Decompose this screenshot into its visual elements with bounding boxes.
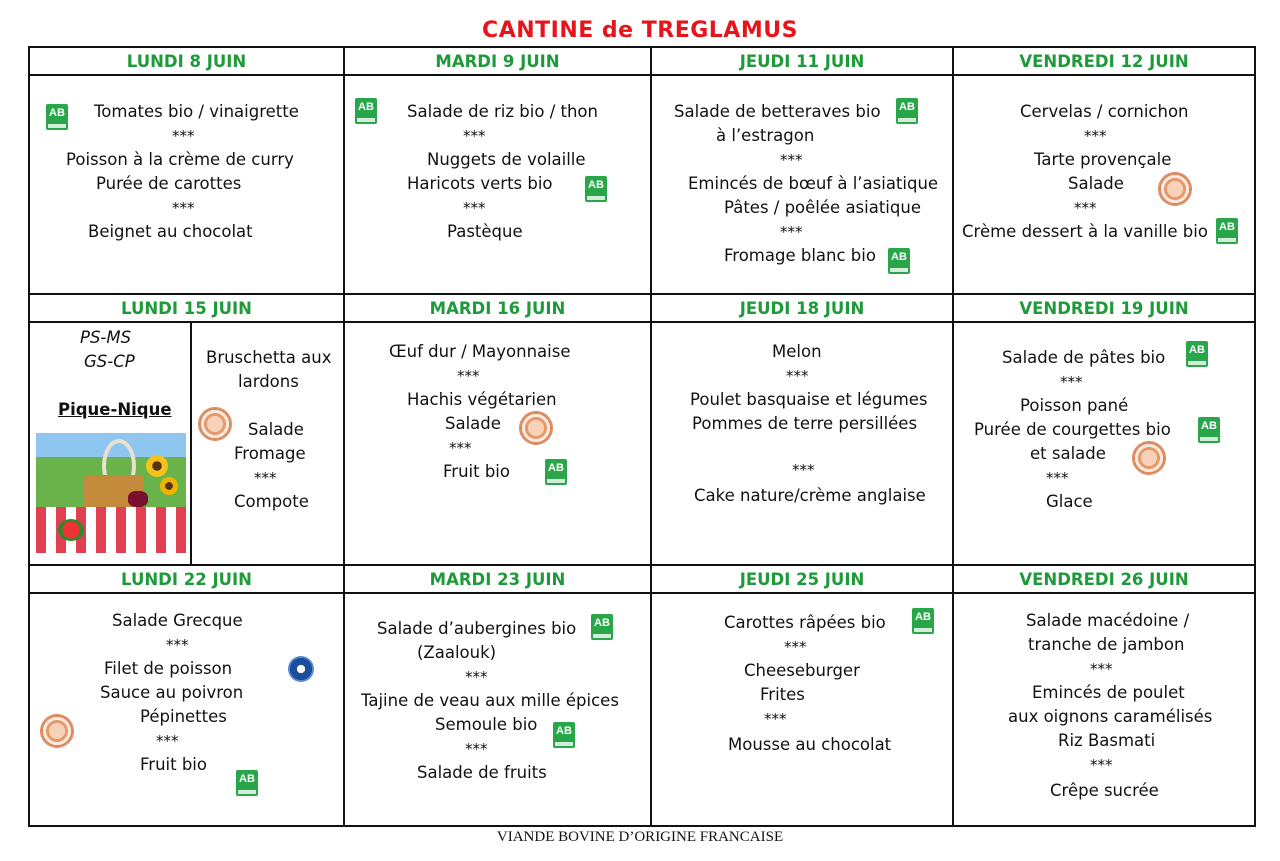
organic-icon: AB bbox=[1198, 417, 1220, 443]
picnic-image bbox=[36, 433, 186, 553]
menu-line: Hachis végétarien bbox=[407, 390, 557, 409]
menu-separator: *** bbox=[784, 638, 807, 656]
menu-line: Salade de riz bio / thon bbox=[407, 102, 598, 121]
menu-line: Riz Basmati bbox=[1058, 731, 1156, 750]
menu-line: Pépinettes bbox=[140, 707, 227, 726]
menu-separator: *** bbox=[780, 151, 803, 169]
menu-line: aux oignons caramélisés bbox=[1008, 707, 1213, 726]
menu-separator: *** bbox=[1090, 756, 1113, 774]
group-label: GS-CP bbox=[84, 352, 135, 371]
menu-line: Salade de fruits bbox=[417, 763, 547, 782]
menu-line: Haricots verts bio bbox=[407, 174, 553, 193]
day-cell bbox=[345, 48, 652, 295]
menu-line: Compote bbox=[234, 492, 309, 511]
menu-line: Fromage blanc bio bbox=[724, 246, 876, 265]
menu-line: (Zaalouk) bbox=[417, 643, 497, 662]
menu-separator: *** bbox=[172, 199, 195, 217]
organic-icon: AB bbox=[896, 98, 918, 124]
menu-separator: *** bbox=[156, 732, 179, 750]
menu-line: Filet de poisson bbox=[104, 659, 233, 678]
menu-line: Salade Grecque bbox=[112, 611, 243, 630]
menu-grid bbox=[28, 46, 1256, 827]
menu-line: lardons bbox=[238, 372, 299, 391]
day-cell bbox=[30, 48, 345, 295]
menu-line: Fromage bbox=[234, 444, 306, 463]
day-cell bbox=[345, 295, 652, 566]
day-heading: LUNDI 8 JUIN bbox=[30, 48, 343, 76]
picnic-label: Pique-Nique bbox=[58, 400, 172, 419]
label-rouge-seal-icon bbox=[198, 407, 232, 441]
menu-line: Salade de betteraves bio bbox=[674, 102, 881, 121]
menu-line: Salade macédoine / bbox=[1026, 611, 1190, 630]
menu-separator: *** bbox=[1084, 127, 1107, 145]
menu-line: Semoule bio bbox=[435, 715, 538, 734]
day-cell bbox=[345, 566, 652, 825]
day-cell bbox=[652, 295, 954, 566]
day-cell bbox=[30, 295, 345, 566]
menu-separator: *** bbox=[1060, 373, 1083, 391]
sustainable-fishing-icon bbox=[288, 656, 314, 682]
day-cell bbox=[954, 295, 1254, 566]
organic-icon: AB bbox=[888, 248, 910, 274]
menu-line: Salade bbox=[445, 414, 501, 433]
menu-line: et salade bbox=[1030, 444, 1106, 463]
menu-line: Salade d’aubergines bio bbox=[377, 619, 577, 638]
page-title: CANTINE de TREGLAMUS bbox=[482, 18, 798, 43]
day-heading: JEUDI 11 JUIN bbox=[652, 48, 952, 76]
group-label: PS-MS bbox=[80, 328, 132, 347]
organic-icon: AB bbox=[591, 614, 613, 640]
menu-line: Cheeseburger bbox=[744, 661, 860, 680]
menu-line: Tarte provençale bbox=[1034, 150, 1172, 169]
organic-icon: AB bbox=[912, 608, 934, 634]
menu-separator: *** bbox=[463, 199, 486, 217]
menu-line: Beignet au chocolat bbox=[88, 222, 253, 241]
menu-separator: *** bbox=[254, 469, 277, 487]
menu-separator: *** bbox=[792, 461, 815, 479]
day-heading: LUNDI 22 JUIN bbox=[30, 566, 343, 594]
menu-separator: *** bbox=[764, 710, 787, 728]
menu-line: Emincés de bœuf à l’asiatique bbox=[688, 174, 939, 193]
menu-line: Poulet basquaise et légumes bbox=[690, 390, 928, 409]
day-heading: VENDREDI 26 JUIN bbox=[954, 566, 1254, 594]
day-heading: MARDI 23 JUIN bbox=[345, 566, 650, 594]
day-heading: MARDI 16 JUIN bbox=[345, 295, 650, 323]
organic-icon: AB bbox=[236, 770, 258, 796]
day-heading: JEUDI 25 JUIN bbox=[652, 566, 952, 594]
menu-separator: *** bbox=[457, 367, 480, 385]
menu-line: Bruschetta aux bbox=[206, 348, 332, 367]
menu-line: Crêpe sucrée bbox=[1050, 781, 1159, 800]
menu-line: Fruit bio bbox=[140, 755, 207, 774]
label-rouge-seal-icon bbox=[40, 714, 74, 748]
menu-separator: *** bbox=[172, 127, 195, 145]
label-rouge-seal-icon bbox=[1132, 441, 1166, 475]
day-cell bbox=[652, 566, 954, 825]
menu-line: Purée de courgettes bio bbox=[974, 420, 1171, 439]
menu-line: Cervelas / cornichon bbox=[1020, 102, 1189, 121]
day-heading: JEUDI 18 JUIN bbox=[652, 295, 952, 323]
menu-line: Mousse au chocolat bbox=[728, 735, 892, 754]
menu-line: Carottes râpées bio bbox=[724, 613, 886, 632]
day-cell bbox=[30, 566, 345, 825]
menu-line: Nuggets de volaille bbox=[427, 150, 586, 169]
day-cell bbox=[652, 48, 954, 295]
column-divider bbox=[190, 323, 192, 566]
organic-icon: AB bbox=[1186, 341, 1208, 367]
menu-separator: *** bbox=[465, 740, 488, 758]
menu-line: Frites bbox=[760, 685, 805, 704]
menu-separator: *** bbox=[786, 367, 809, 385]
menu-separator: *** bbox=[463, 127, 486, 145]
menu-line: Pastèque bbox=[447, 222, 523, 241]
menu-line: Tomates bio / vinaigrette bbox=[94, 102, 299, 121]
menu-line: Pommes de terre persillées bbox=[692, 414, 918, 433]
menu-line: Cake nature/crème anglaise bbox=[694, 486, 926, 505]
menu-line: Pâtes / poêlée asiatique bbox=[724, 198, 921, 217]
label-rouge-seal-icon bbox=[1158, 172, 1192, 206]
menu-line: Glace bbox=[1046, 492, 1093, 511]
menu-separator: *** bbox=[465, 668, 488, 686]
menu-separator: *** bbox=[449, 439, 472, 457]
menu-line: Salade bbox=[248, 420, 304, 439]
organic-icon: AB bbox=[553, 722, 575, 748]
organic-icon: AB bbox=[545, 459, 567, 485]
day-cell bbox=[954, 48, 1254, 295]
organic-icon: AB bbox=[1216, 218, 1238, 244]
day-heading: VENDREDI 19 JUIN bbox=[954, 295, 1254, 323]
menu-line: Purée de carottes bbox=[96, 174, 242, 193]
label-rouge-seal-icon bbox=[519, 411, 553, 445]
day-heading: VENDREDI 12 JUIN bbox=[954, 48, 1254, 76]
menu-line: Poisson à la crème de curry bbox=[66, 150, 294, 169]
menu-line: Tajine de veau aux mille épices bbox=[361, 691, 619, 710]
menu-line: Melon bbox=[772, 342, 822, 361]
menu-separator: *** bbox=[1074, 199, 1097, 217]
organic-icon: AB bbox=[585, 176, 607, 202]
day-heading: MARDI 9 JUIN bbox=[345, 48, 650, 76]
menu-line: Salade bbox=[1068, 174, 1124, 193]
organic-icon: AB bbox=[355, 98, 377, 124]
day-heading: LUNDI 15 JUIN bbox=[30, 295, 343, 323]
menu-separator: *** bbox=[166, 636, 189, 654]
menu-line: à l’estragon bbox=[716, 126, 815, 145]
day-cell bbox=[954, 566, 1254, 825]
menu-line: Emincés de poulet bbox=[1032, 683, 1185, 702]
menu-line: Poisson pané bbox=[1020, 396, 1129, 415]
menu-line: Œuf dur / Mayonnaise bbox=[389, 342, 571, 361]
organic-icon: AB bbox=[46, 104, 68, 130]
footer-note: VIANDE BOVINE D’ORIGINE FRANCAISE bbox=[496, 829, 784, 845]
menu-line: Salade de pâtes bio bbox=[1002, 348, 1166, 367]
menu-line: Fruit bio bbox=[443, 462, 510, 481]
menu-line: Crème dessert à la vanille bio bbox=[962, 222, 1208, 241]
menu-line: Sauce au poivron bbox=[100, 683, 244, 702]
menu-separator: *** bbox=[780, 223, 803, 241]
menu-line: tranche de jambon bbox=[1028, 635, 1185, 654]
menu-separator: *** bbox=[1046, 469, 1069, 487]
menu-separator: *** bbox=[1090, 660, 1113, 678]
